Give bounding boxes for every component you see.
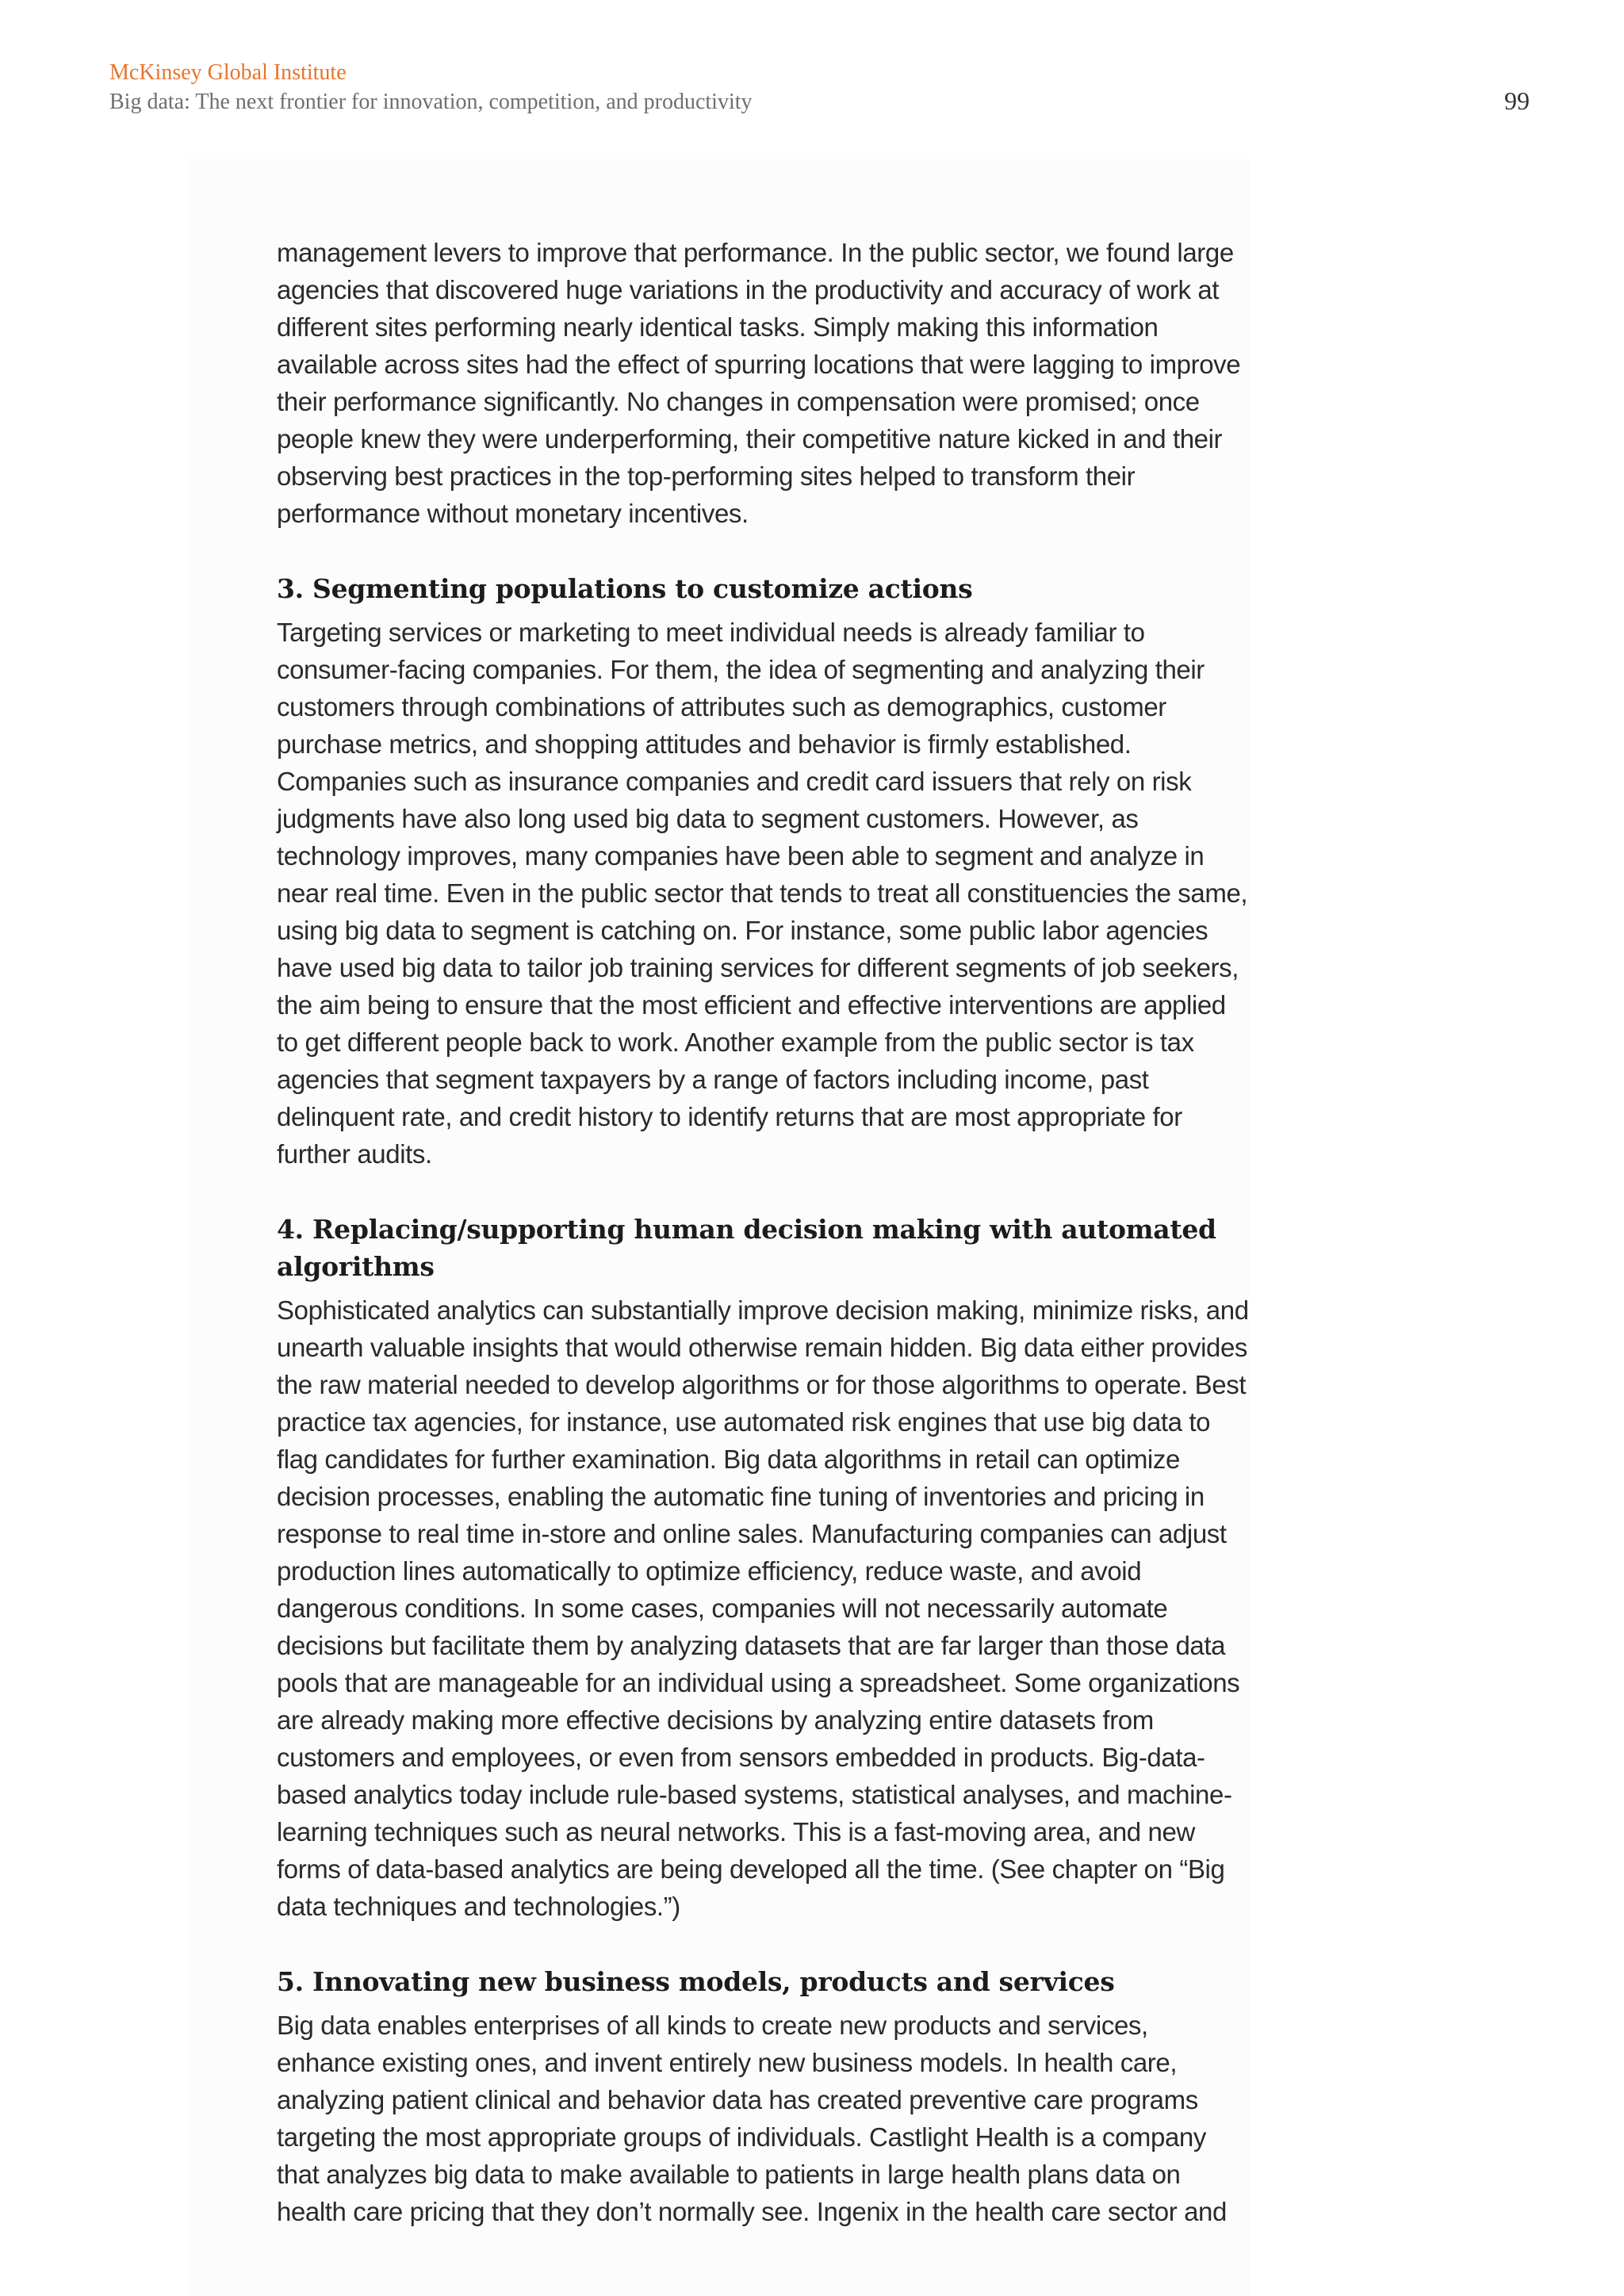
section-heading-segmenting: 3. Segmenting populations to customize actions: [277, 573, 973, 604]
page-number: 99: [1504, 86, 1530, 115]
section-paragraph-segmenting: Targeting services or marketing to meet individual needs is already familiar to consumer-facing companies. For them, the idea of segmenting and analyzing their customers through combinations of attributes such as demographics, customer purchase metrics, and shopping attitudes and behavior is firmly established. Companies such as insurance companies and credit card issuers that rely on risk judgments have also long used big data to segment customers. However, as technology improves, many companies have been able to segment and analyze in near real time. Even in the public sector that tends to treat all constituencies the same, using big data to segment is catching on. For instance, some public labor agencies have used big data to tailor job training services for different segments of job seekers, the aim being to ensure that the most efficient and effective interventions are applied to get different people back to work. Another example from the public sector is tax agencies that segment taxpayers by a range of factors including income, past delinquent rate, and credit history to identify returns that are most appropriate for further audits.: [277, 618, 1248, 1169]
section-heading-business-models: 5. Innovating new business models, products and services: [277, 1966, 1115, 1997]
section-heading-automated-algorithms: 4. Replacing/supporting human decision making with automated algorithms: [277, 1214, 1216, 1282]
section-paragraph-business-models: Big data enables enterprises of all kinds to create new products and services, enhance existing ones, and invent entirely new business models. In health care, analyzing patient clinical and behavior data has created preventive care programs targeting the most appropriate groups of individuals. Castlight Health is a company that analyzes big data to make available to patients in large health plans data on health care pricing that they don’t normally see. Ingenix in the health care sector and: [277, 2011, 1227, 2226]
intro-paragraph: management levers to improve that performance. In the public sector, we found large agencies that discovered huge variations in the productivity and accuracy of work at different sites performing nearly identical tasks. Simply making this information available across sites had the effect of spurring locations that were lagging to improve their performance significantly. No changes in compensation were promised; once people knew they were underperforming, their competitive nature kicked in and their observing best practices in the top-performing sites helped to transform their performance without monetary incentives.: [277, 238, 1241, 528]
running-header: [109, 59, 1537, 117]
report-title: Big data: The next frontier for innovation, competition, and productivity: [109, 90, 753, 114]
main-content: [277, 234, 1252, 2230]
publisher-name: McKinsey Global Institute: [109, 60, 347, 85]
section-paragraph-automated-algorithms: Sophisticated analytics can substantially improve decision making, minimize risks, and unearth valuable insights that would otherwise remain hidden. Big data either provides the raw material needed to develop algorithms or for those algorithms to operate. Best practice tax agencies, for instance, use automated risk engines that use big data to flag candidates for further examination. Big data algorithms in retail can optimize decision processes, enabling the automatic fine tuning of inventories and pricing in response to real time in-store and online sales. Manufacturing companies can adjust production lines automatically to optimize efficiency, reduce waste, and avoid dangerous conditions. In some cases, companies will not necessarily automate decisions but facilitate them by analyzing datasets that are far larger than those data pools that are manageable for an individual using a spreadsheet. Some organizations are already making more effective decisions by analyzing entire datasets from customers and employees, or even from sensors embedded in products. Big-data-based analytics today include rule-based systems, statistical analyses, and machine-learning techniques such as neural networks. This is a fast-moving area, and new forms of data-based analytics are being developed all the time. (See chapter on “Big data techniques and technologies.”): [277, 1295, 1249, 1921]
